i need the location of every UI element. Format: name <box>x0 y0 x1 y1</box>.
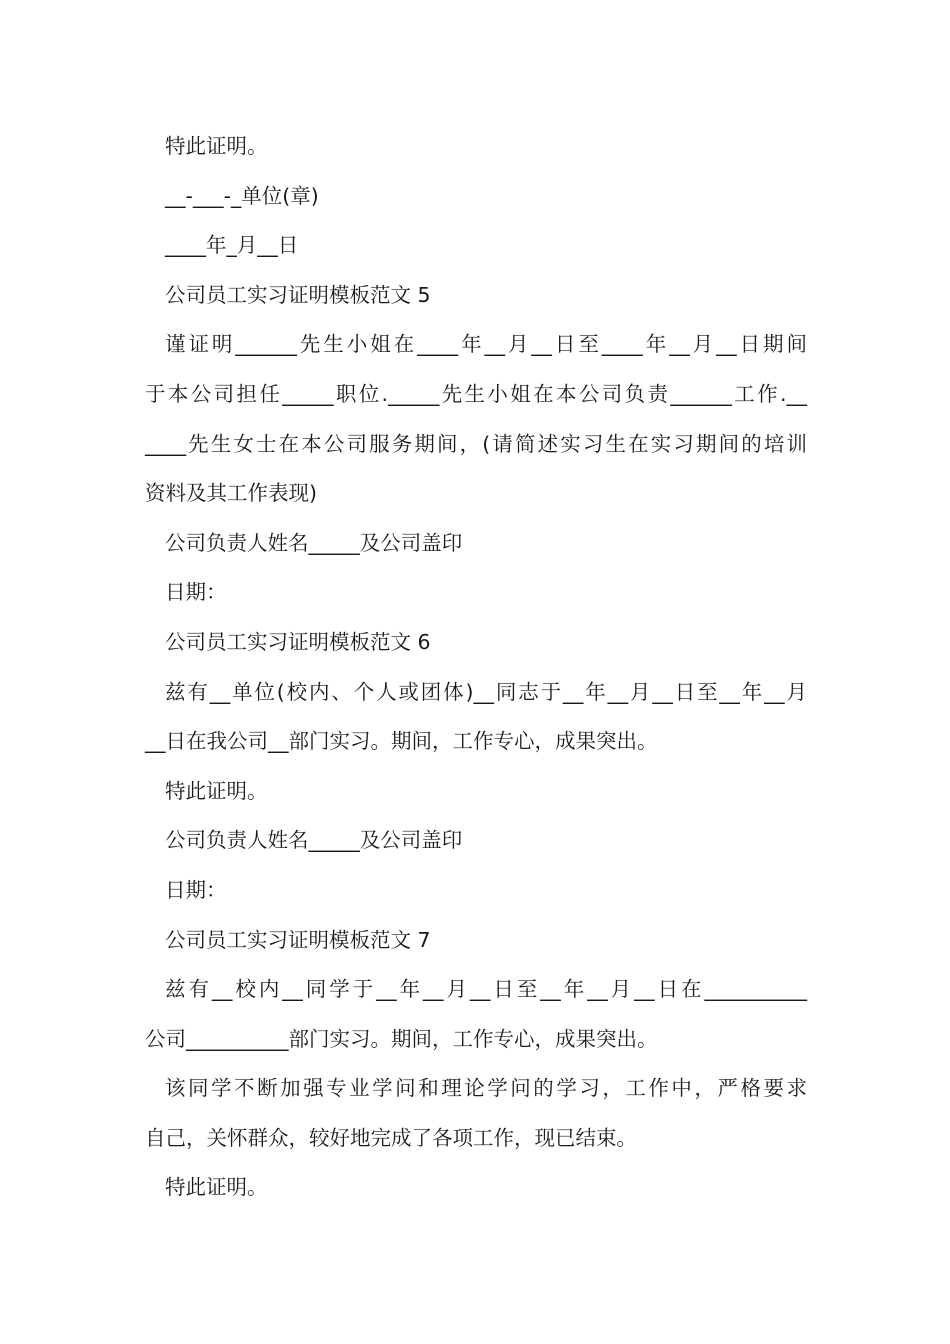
paragraph: 公司__________部门实习。期间，工作专心，成果突出。 <box>145 1026 658 1051</box>
paragraph: ____年_月__日 <box>165 233 299 258</box>
paragraph: 公司负责人姓名_____及公司盖印 <box>165 828 463 853</box>
paragraph: 于本公司担任_____职位._____先生小姐在本公司负责______工作.__ <box>145 381 807 406</box>
section-heading: 公司员工实习证明模板范文 6 <box>165 629 431 654</box>
paragraph: ____先生女士在本公司服务期间，(请简述实习生在实习期间的培训 <box>145 431 807 456</box>
paragraph: 谨证明______先生小姐在____年__月__日至____年__月__日期间 <box>165 332 807 357</box>
paragraph: 特此证明。 <box>165 1175 268 1200</box>
section-heading: 公司员工实习证明模板范文 5 <box>165 282 431 307</box>
paragraph: 特此证明。 <box>165 134 268 158</box>
paragraph: 资料及其工作表现) <box>145 481 317 506</box>
paragraph: __-___-_单位(章) <box>165 183 319 208</box>
paragraph: 公司负责人姓名_____及公司盖印 <box>165 530 463 555</box>
document-page <box>145 122 807 1213</box>
paragraph: 兹有__单位(校内、个人或团体)__同志于__年__月__日至__年__月 <box>165 679 807 704</box>
paragraph: 日期： <box>165 877 227 902</box>
paragraph: 日期： <box>165 580 227 605</box>
paragraph: 自己，关怀群众，较好地完成了各项工作，现已结束。 <box>145 1125 637 1150</box>
section-heading: 公司员工实习证明模板范文 7 <box>165 927 431 952</box>
paragraph: 特此证明。 <box>165 778 268 803</box>
paragraph: 该同学不断加强专业学问和理论学问的学习，工作中，严格要求 <box>165 1076 807 1101</box>
paragraph: __日在我公司__部门实习。期间，工作专心，成果突出。 <box>145 729 658 754</box>
paragraph: 兹有__校内__同学于__年__月__日至__年__月__日在__________ <box>165 977 807 1002</box>
